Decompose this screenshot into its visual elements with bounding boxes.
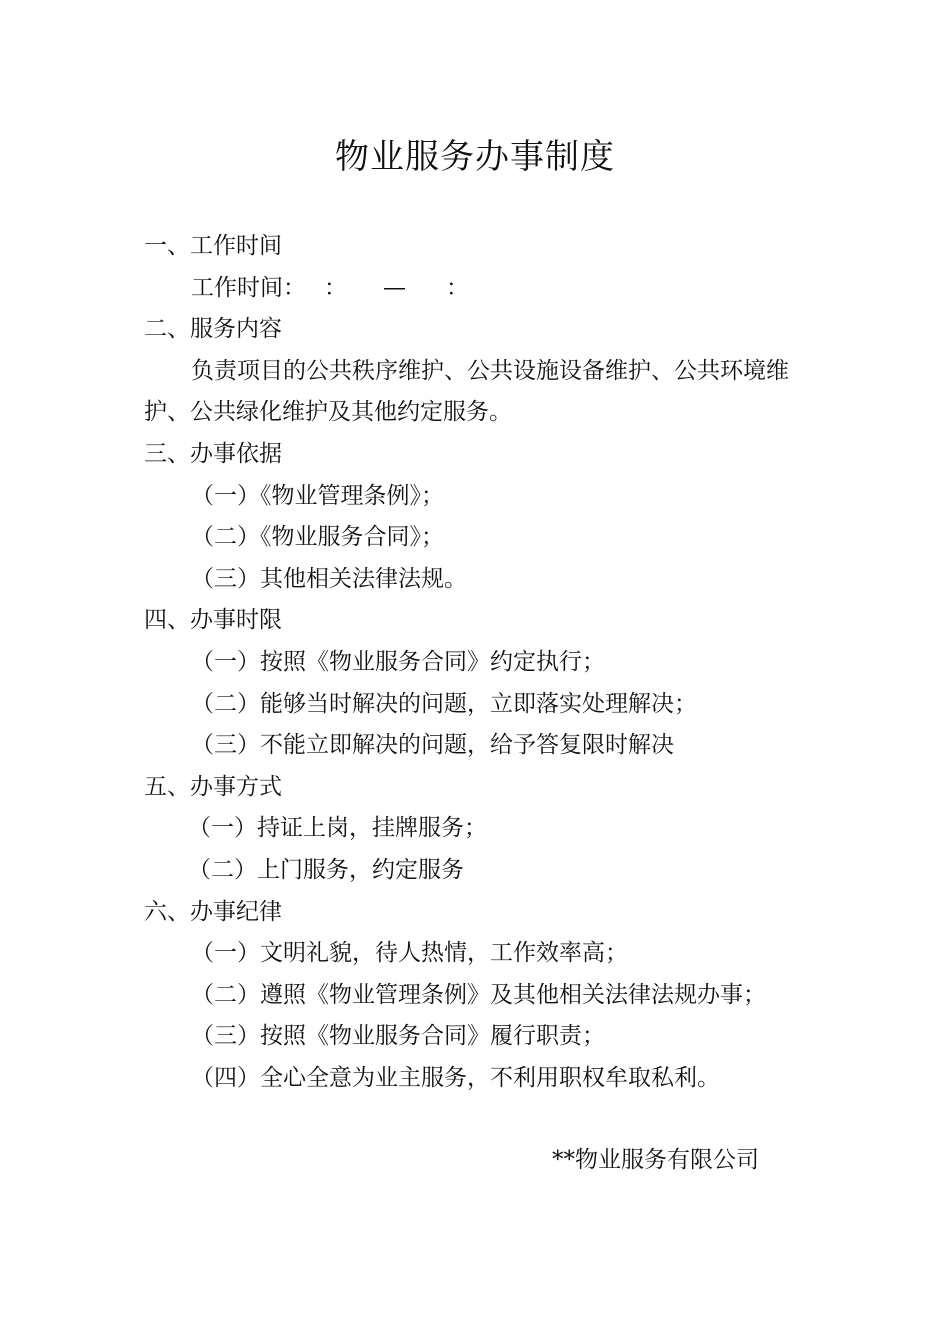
document-body	[144, 226, 824, 1099]
work-hours-line	[144, 268, 824, 310]
section-heading-service-content: 二、服务内容	[144, 316, 282, 343]
work-hours-colon-start: ：	[324, 274, 347, 301]
work-hours-colon-end: ：	[446, 274, 469, 301]
section-heading-discipline: 六、办事纪律	[144, 898, 282, 925]
section-heading-time-limit: 四、办事时限	[144, 607, 282, 634]
list-item: （三）其他相关法律法规。	[191, 565, 467, 592]
list-item: （一）持证上岗，挂牌服务；	[188, 815, 487, 842]
section-heading-basis: 三、办事依据	[144, 440, 282, 467]
list-item: （三）按照《物业服务合同》履行职责；	[191, 1023, 605, 1050]
list-item: （四）全心全意为业主服务，不利用职权牟取私利。	[191, 1064, 720, 1091]
list-item: （一）《物业管理条例》；	[191, 482, 444, 509]
list-item: （一）文明礼貌，待人热情，工作效率高；	[191, 940, 628, 967]
list-item: （二）遵照《物业管理条例》及其他相关法律法规办事；	[191, 981, 766, 1008]
work-hours-dash: —	[383, 274, 406, 301]
service-content-line-1: 负责项目的公共秩序维护、公共设施设备维护、公共环境维	[191, 357, 789, 384]
document-title: 物业服务办事制度	[335, 137, 615, 177]
list-item: （二）能够当时解决的问题，立即落实处理解决；	[191, 690, 697, 717]
list-item: （二）《物业服务合同》；	[191, 524, 444, 551]
list-item: （一）按照《物业服务合同》约定执行；	[191, 648, 605, 675]
section-heading-work-hours: 一、工作时间	[144, 233, 282, 259]
service-content-line-2: 护、公共绿化维护及其他约定服务。	[144, 399, 512, 426]
section-heading-method: 五、办事方式	[144, 773, 282, 800]
list-item: （二）上门服务，约定服务	[188, 856, 464, 883]
company-signature: **物业服务有限公司	[552, 1147, 759, 1173]
work-hours-label: 工作时间：	[191, 274, 306, 301]
list-item: （三）不能立即解决的问题，给予答复限时解决	[191, 732, 674, 759]
